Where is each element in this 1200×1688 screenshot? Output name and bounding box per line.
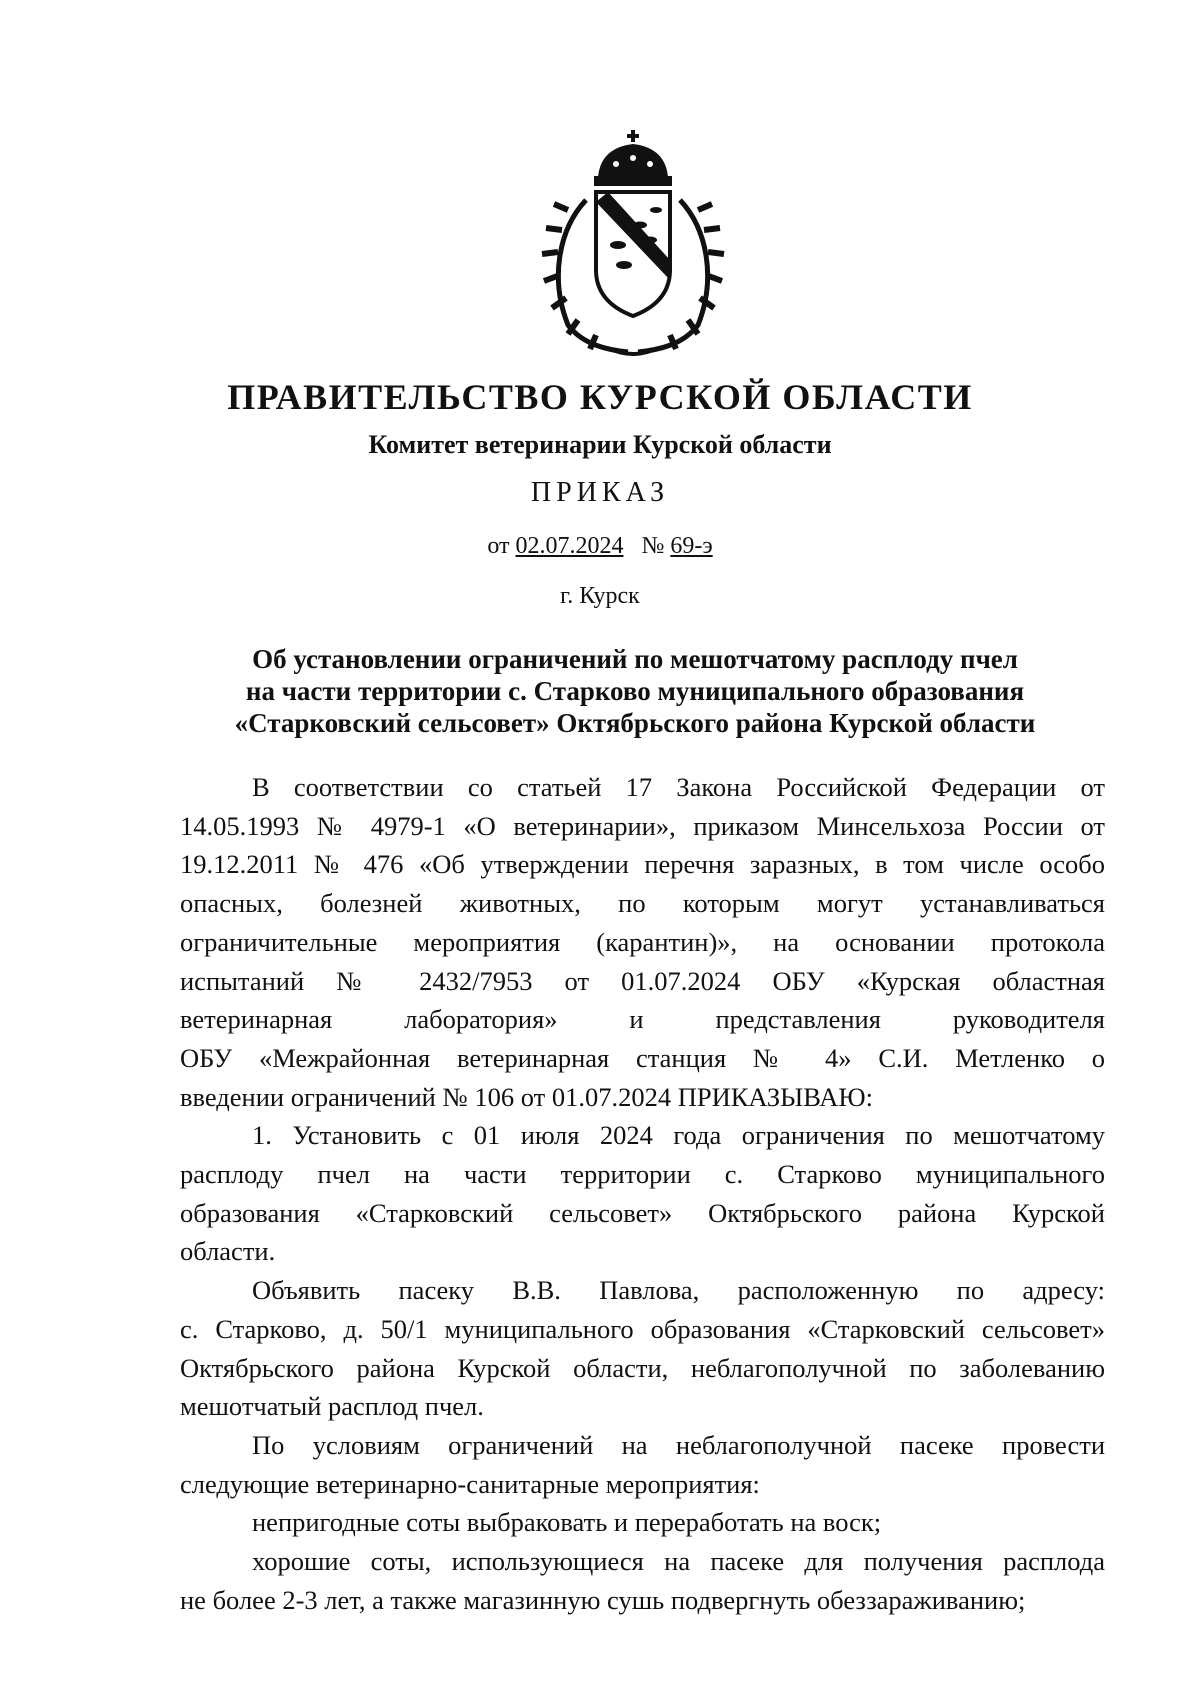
date-number-line — [0, 533, 1200, 560]
committee-name: Комитет ветеринарии Курской области — [368, 430, 832, 459]
order-number: 69-э — [670, 533, 713, 559]
body-line: с. Старково, д. 50/1 муниципального образования «Старковский сельсовет» — [180, 1313, 1105, 1344]
body-line: хорошие соты, использующиеся на пасеке для получения расплода — [252, 1546, 1105, 1577]
government-title: ПРАВИТЕЛЬСТВО КУРСКОЙ ОБЛАСТИ — [227, 377, 973, 417]
body-line: ветеринарная лаборатория» и представления руководителя — [180, 1004, 1105, 1035]
date-prefix: от — [487, 533, 510, 559]
order-body — [180, 768, 1105, 1619]
body-line: опасных, болезней животных, по которым могут устанавливаться — [180, 888, 1105, 919]
order-subject — [170, 643, 1100, 739]
body-line: мешотчатый расплод пчел. — [180, 1391, 484, 1422]
body-line: 1. Установить с 01 июля 2024 года ограничения по мешотчатому — [252, 1120, 1105, 1151]
subject-line: Об установлении ограничений по мешотчатому расплоду пчел — [252, 644, 1018, 674]
body-line: В соответствии со статьей 17 Закона Российской Федерации от — [252, 772, 1105, 802]
body-line: Октябрьского района Курской области, неблагополучной по заболеванию — [180, 1352, 1105, 1383]
body-line: непригодные соты выбраковать и переработать на воск; — [252, 1507, 882, 1538]
body-line: Объявить пасеку В.В. Павлова, расположенную по адресу: — [252, 1275, 1105, 1306]
body-line: не более 2-3 лет, а также магазинную сушь подвергнуть обеззараживанию; — [180, 1584, 1026, 1615]
city: г. Курск — [560, 583, 640, 609]
body-line: введении ограничений № 106 от 01.07.2024 ПРИКАЗЫВАЮ: — [180, 1081, 874, 1112]
kursk-coat-of-arms-icon — [528, 130, 738, 360]
document-type: ПРИКАЗ — [530, 477, 670, 508]
number-prefix: № — [641, 533, 665, 559]
body-line: расплоду пчел на части территории с. Старково муниципального — [180, 1159, 1105, 1190]
body-line: 19.12.2011 № 476 «Об утверждении перечня заразных, в том числе особо — [180, 849, 1105, 880]
body-line: образования «Старковский сельсовет» Октябрьского района Курской — [180, 1197, 1105, 1228]
body-line: 14.05.1993 № 4979-1 «О ветеринарии», приказом Минсельхоза России от — [180, 810, 1105, 841]
body-line: следующие ветеринарно-санитарные мероприятия: — [180, 1468, 760, 1499]
body-line: области. — [180, 1236, 276, 1267]
order-date: 02.07.2024 — [515, 533, 624, 559]
body-line: испытаний № 2432/7953 от 01.07.2024 ОБУ «Курская областная — [180, 965, 1105, 996]
body-line: По условиям ограничений на неблагополучной пасеке провести — [252, 1429, 1105, 1460]
subject-line: на части территории с. Старково муниципального образования — [245, 676, 1025, 706]
body-line: ОБУ «Межрайонная ветеринарная станция № 4» С.И. Метленко о — [180, 1042, 1105, 1073]
body-line: ограничительные мероприятия (карантин)», на основании протокола — [180, 926, 1105, 957]
subject-line: «Старковский сельсовет» Октябрьского района Курской области — [234, 708, 1036, 738]
